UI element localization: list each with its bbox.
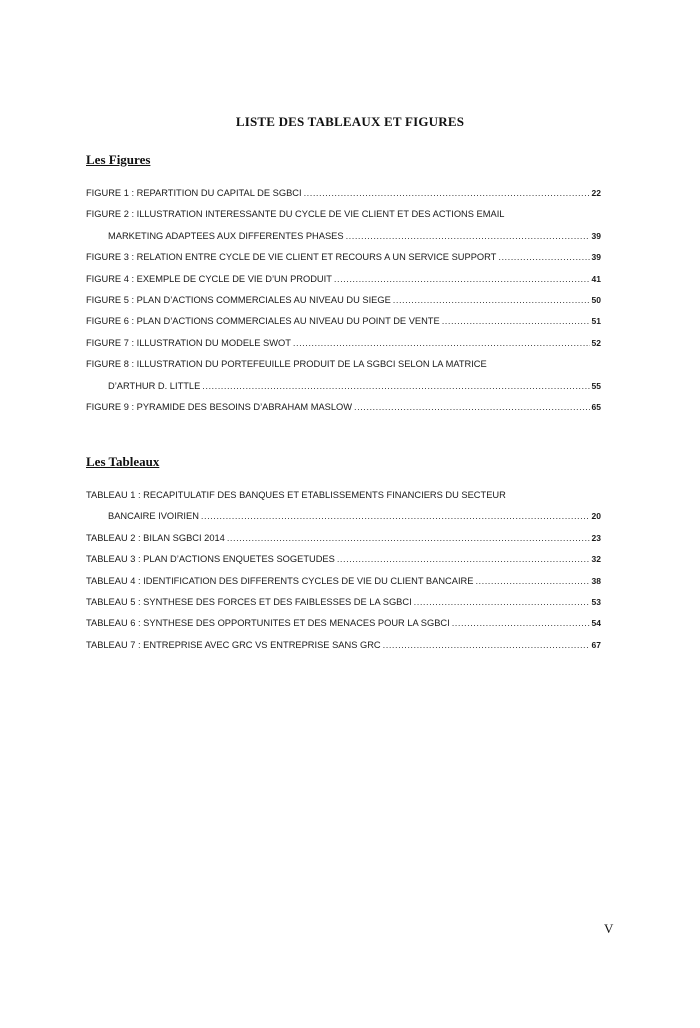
figure-entry-6[interactable]: FIGURE 6 : PLAN D’ACTIONS COMMERCIALES AU NIVEAU DU POINT DE VENTE ..... 51 <box>86 316 601 327</box>
tables-heading: Les Tableaux <box>86 454 160 469</box>
table-entry-1[interactable]: TABLEAU 1 : RECAPITULATIF DES BANQUES ET ETABLISSEMENTS FINANCIERS DU SECTEUR BANCAIRE IVOIRIEN ..... 20 <box>86 490 601 522</box>
figure-entry-2[interactable]: FIGURE 2 : ILLUSTRATION INTERESSANTE DU CYCLE DE VIE CLIENT ET DES ACTIONS EMAIL MARKETING ADAPTEES AUX DIFFERENTES PHASES ..... 39 <box>86 209 601 241</box>
figures-list <box>86 188 601 423</box>
table-entry-5[interactable]: TABLEAU 5 : SYNTHESE DES FORCES ET DES FAIBLESSES DE LA SGBCI ..... 53 <box>86 597 601 608</box>
figure-entry-9[interactable]: FIGURE 9 : PYRAMIDE DES BESOINS D’ABRAHAM MASLOW ..... 65 <box>86 402 601 413</box>
page-number: V <box>604 921 614 936</box>
figure-entry-8[interactable]: FIGURE 8 : ILLUSTRATION DU PORTEFEUILLE PRODUIT DE LA SGBCI SELON LA MATRICE D’ARTHUR D. LITTLE ..... 55 <box>86 359 601 391</box>
tables-list <box>86 490 601 661</box>
table-entry-6[interactable]: TABLEAU 6 : SYNTHESE DES OPPORTUNITES ET DES MENACES POUR LA SGBCI ..... 54 <box>86 618 601 629</box>
table-entry-4[interactable]: TABLEAU 4 : IDENTIFICATION DES DIFFERENTS CYCLES DE VIE DU CLIENT BANCAIRE ..... 38 <box>86 576 601 587</box>
figure-entry-3[interactable]: FIGURE 3 : RELATION ENTRE CYCLE DE VIE CLIENT ET RECOURS A UN SERVICE SUPPORT ..... 39 <box>86 252 601 263</box>
table-entry-3[interactable]: TABLEAU 3 : PLAN D’ACTIONS ENQUETES SOGETUDES ..... 32 <box>86 554 601 565</box>
page-title: LISTE DES TABLEAUX ET FIGURES <box>235 114 465 129</box>
figures-heading: Les Figures <box>86 152 151 167</box>
figure-entry-1[interactable]: FIGURE 1 : REPARTITION DU CAPITAL DE SGBCI ..... 22 <box>86 188 601 199</box>
figure-entry-5[interactable]: FIGURE 5 : PLAN D’ACTIONS COMMERCIALES AU NIVEAU DU SIEGE ..... 50 <box>86 295 601 306</box>
table-entry-7[interactable]: TABLEAU 7 : ENTREPRISE AVEC GRC VS ENTREPRISE SANS GRC ..... 67 <box>86 640 601 651</box>
figure-entry-7[interactable]: FIGURE 7 : ILLUSTRATION DU MODELE SWOT ..... 52 <box>86 338 601 349</box>
figure-entry-4[interactable]: FIGURE 4 : EXEMPLE DE CYCLE DE VIE D’UN PRODUIT ..... 41 <box>86 274 601 285</box>
table-entry-2[interactable]: TABLEAU 2 : BILAN SGBCI 2014 ..... 23 <box>86 533 601 544</box>
